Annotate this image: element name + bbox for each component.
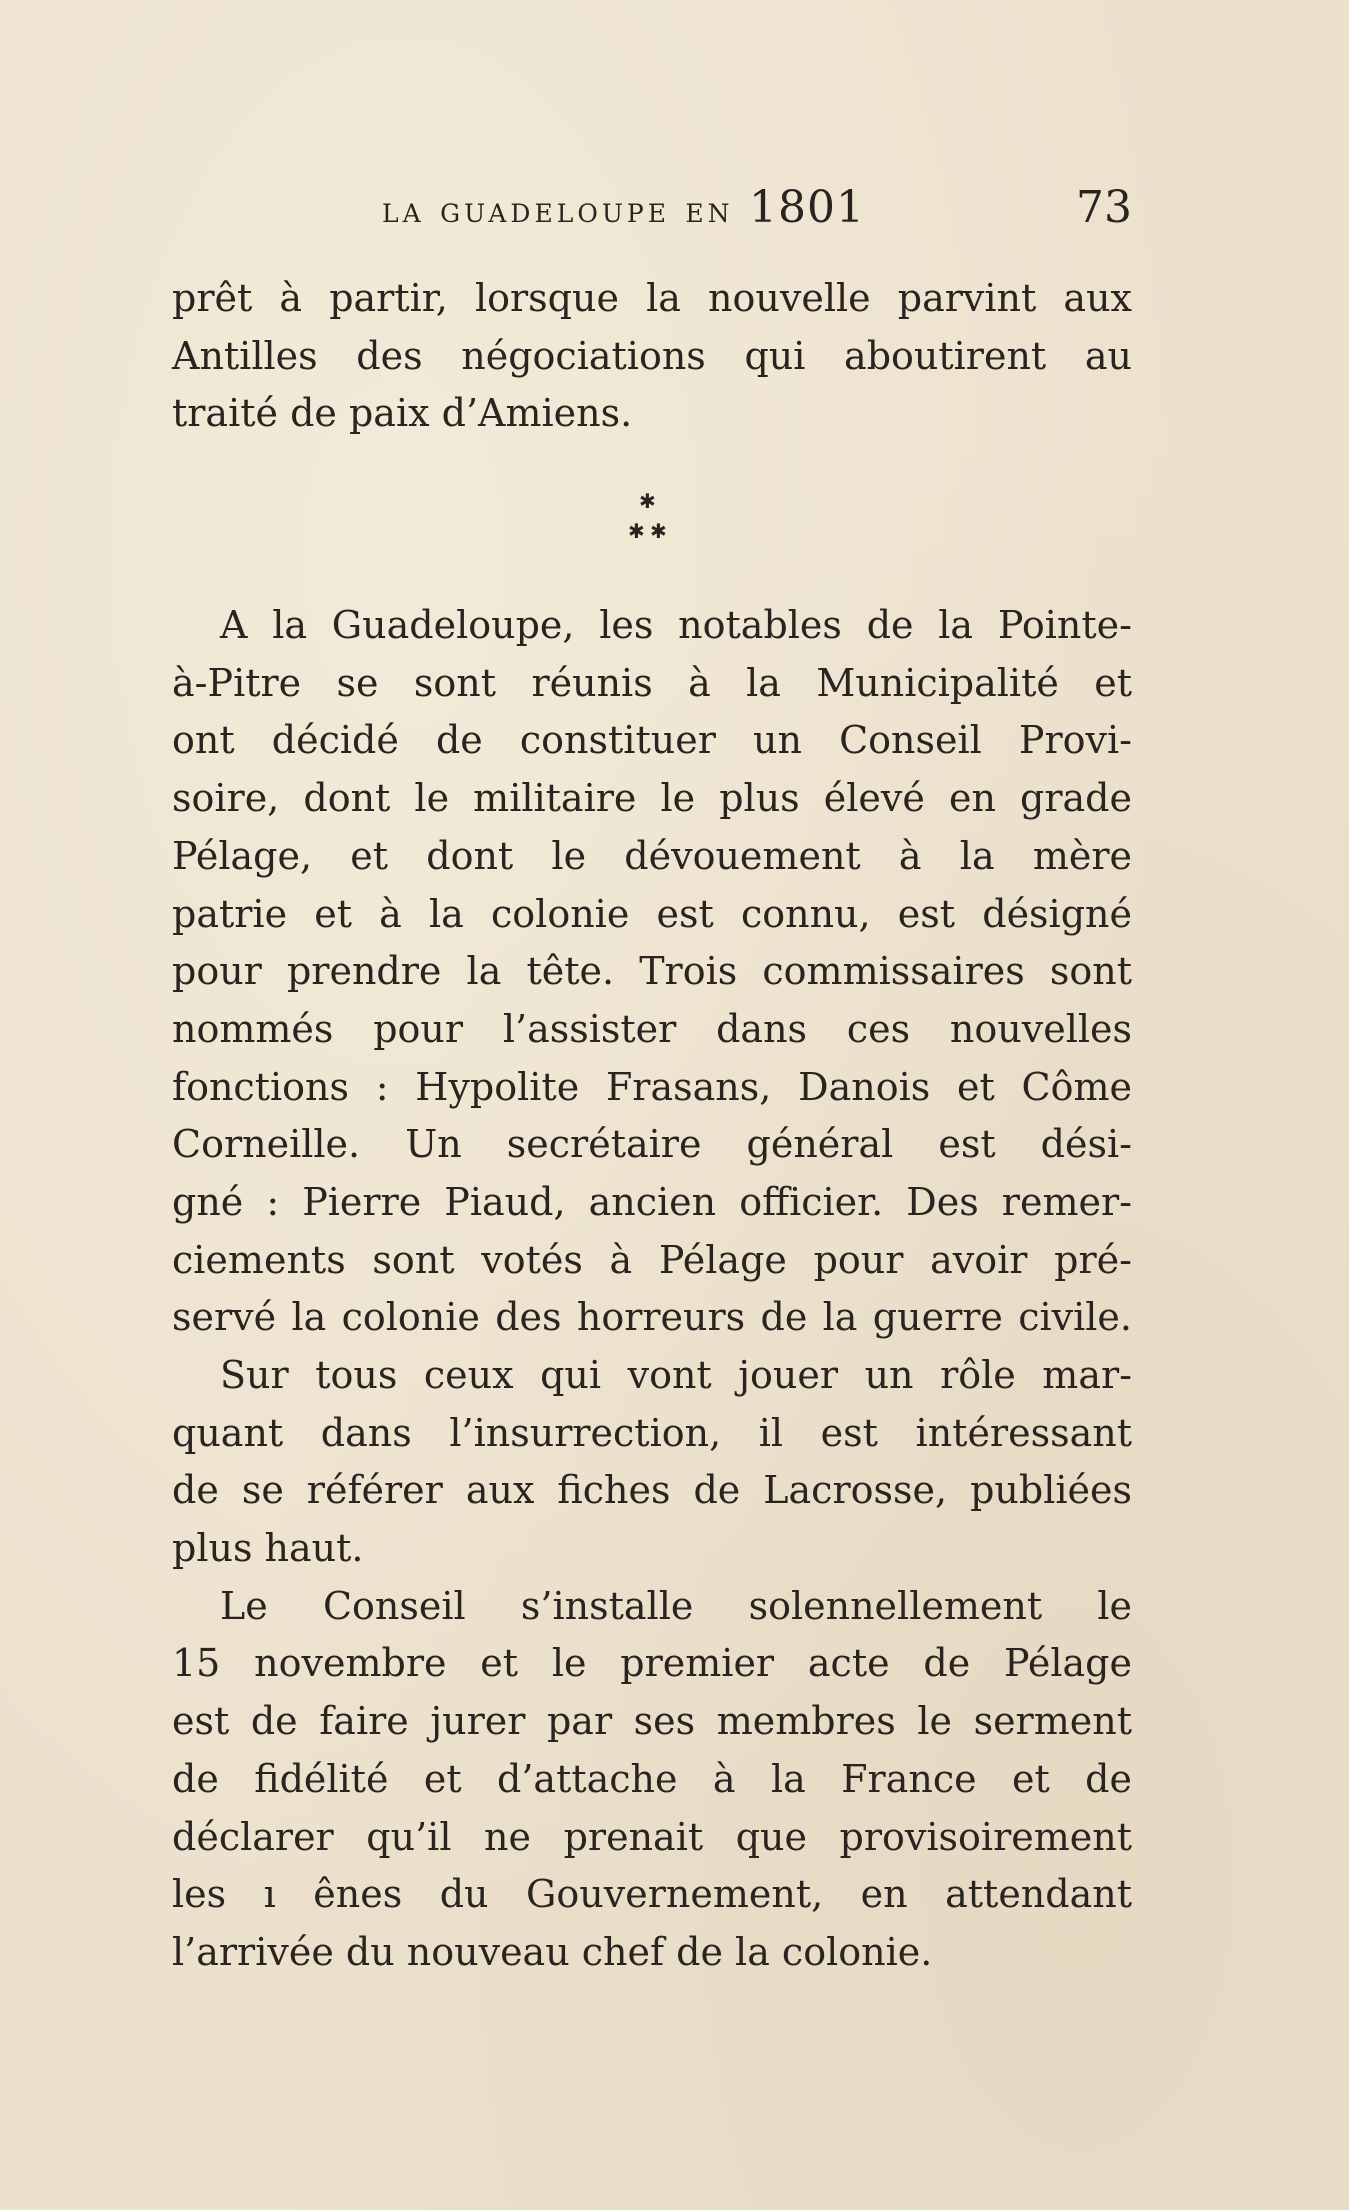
- paragraph-2: [172, 597, 1132, 1347]
- text-line: prêt à partir, lorsque la nouvelle parvint aux: [172, 276, 1132, 320]
- asterism-star: ✱: [628, 519, 645, 544]
- page-body: [172, 270, 1132, 1982]
- running-title-year: 1801: [748, 182, 865, 233]
- text-line: servé la colonie des horreurs de la guerre civile.: [172, 1295, 1132, 1340]
- text-line: les ı ênes du Gouvernement, en attendant: [172, 1872, 1132, 1917]
- text-line: de se référer aux fiches de Lacrosse, publiées: [172, 1468, 1132, 1513]
- text-line: ont décidé de constituer un Conseil Provi-: [172, 718, 1132, 763]
- text-line: traité de paix d’Amiens.: [172, 391, 633, 436]
- text-line: Pélage, et dont le dévouement à la mère: [172, 833, 1132, 878]
- text-line: plus haut.: [172, 1526, 364, 1571]
- text-line: 15 novembre et le premier acte de Pélage: [172, 1641, 1132, 1686]
- text-line: l’arrivée du nouveau chef de la colonie.: [172, 1929, 933, 1974]
- text-line: ciements sont votés à Pélage pour avoir pré-: [172, 1237, 1132, 1282]
- text-line: fonctions : Hypolite Frasans, Danois et Côme: [172, 1064, 1132, 1109]
- text-line: gné : Pierre Piaud, ancien officier. Des remer-: [172, 1179, 1132, 1224]
- text-line: Corneille. Un secrétaire général est dési-: [172, 1122, 1132, 1167]
- asterism-star: ✱: [650, 519, 667, 544]
- paragraph-4: [172, 1578, 1132, 1982]
- text-line: patrie et à la colonie est connu, est désigné: [172, 891, 1132, 936]
- page-number: 73: [1076, 182, 1132, 233]
- text-line: à-Pitre se sont réunis à la Municipalité et: [172, 660, 1132, 705]
- page-header: [172, 183, 1132, 233]
- text-line: est de faire jurer par ses membres le serment: [172, 1699, 1132, 1744]
- text-line: pour prendre la tête. Trois commissaires sont: [172, 949, 1132, 994]
- running-title: [382, 183, 865, 236]
- text-line: A la Guadeloupe, les notables de la Pointe-: [220, 603, 1132, 648]
- asterism-star: ✱: [639, 489, 656, 514]
- paragraph-3: [172, 1347, 1132, 1578]
- paragraph-1: [172, 270, 1132, 443]
- text-line: quant dans l’insurrection, il est intéressant: [172, 1410, 1132, 1455]
- text-line: de fidélité et d’attache à la France et de: [172, 1756, 1132, 1801]
- text-line: nommés pour l’assister dans ces nouvelles: [172, 1006, 1132, 1051]
- text-line: déclarer qu’il ne prenait que provisoirement: [172, 1814, 1132, 1859]
- text-line: soire, dont le militaire le plus élevé en grade: [172, 776, 1132, 821]
- text-line: Le Conseil s’installe solennellement le: [220, 1583, 1132, 1628]
- running-title-text: la guadeloupe en: [382, 190, 734, 231]
- text-line: Antilles des négociations qui aboutirent au: [172, 333, 1132, 378]
- text-line: Sur tous ceux qui vont jouer un rôle mar-: [220, 1353, 1132, 1397]
- section-break-asterism: [172, 463, 1132, 563]
